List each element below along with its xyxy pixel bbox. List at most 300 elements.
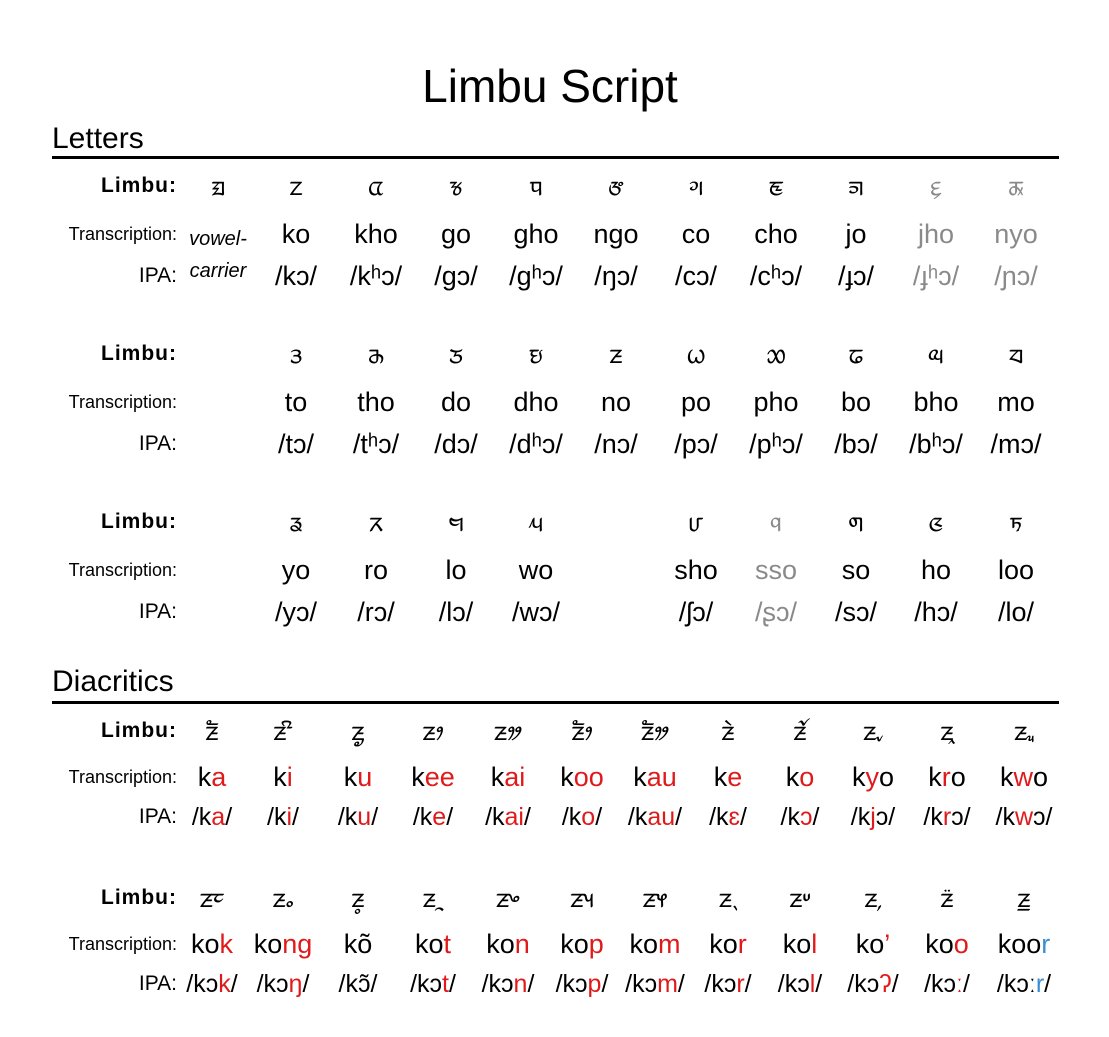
letter-glyph: ᤃ [449, 169, 463, 202]
transcription-part: ee [424, 762, 455, 792]
base-letter: ᤏ [789, 881, 811, 914]
base-letter: ᤏ [862, 714, 884, 747]
ipa-part: / [448, 970, 456, 998]
ipa-part: w [1014, 803, 1034, 831]
diacritic-transcription [468, 761, 548, 793]
letter-transcription: ho [920, 555, 952, 585]
diacritic-transcription [318, 928, 398, 960]
letter-transcription: jo [845, 219, 867, 249]
transcription-part: m [658, 929, 681, 959]
transcription-part: k [633, 762, 647, 792]
letter-glyph: ᤅ [608, 169, 624, 202]
letter-transcription: so [841, 555, 871, 585]
letter-glyph: ᤋ [289, 337, 303, 370]
diacritic-glyph [243, 880, 323, 916]
diacritic-ipa [907, 801, 987, 833]
ipa-part: p [587, 970, 602, 998]
letter-glyph: ᤜ [928, 505, 944, 538]
base-letter: ᤏ [422, 881, 444, 914]
letter-transcription: no [600, 387, 632, 417]
ipa-part: /k [337, 803, 358, 831]
diacritic-glyph [172, 713, 252, 749]
ipa-part: r [1035, 970, 1045, 998]
transcription-part: ko [629, 929, 659, 959]
base-letter: ᤏ [940, 714, 954, 747]
letter-ipa: /lo/ [997, 597, 1035, 627]
ipa-part: ɔ/ [875, 803, 896, 831]
letter-glyph: ᤂ [368, 169, 384, 202]
diacritic-glyph [542, 880, 622, 916]
letter-ipa: /ɲɔ/ [994, 261, 1038, 291]
letter-ipa: /dʰɔ/ [509, 429, 563, 459]
page-title: Limbu Script [422, 60, 678, 112]
letter-transcription: loo [997, 555, 1035, 585]
letter-ipa: /nɔ/ [594, 429, 638, 459]
letter-glyph: ᤙ [688, 505, 704, 538]
transcription-part: ko [414, 929, 444, 959]
base-letter: ᤏ [493, 714, 523, 747]
ipa-part: /kɔ̃/ [338, 970, 378, 998]
diacritic-transcription [172, 928, 252, 960]
diacritic-glyph [760, 880, 840, 916]
vowel-carrier-label: carrier [189, 260, 247, 282]
transcription-part: n [514, 929, 530, 959]
ipa-part: / [677, 970, 685, 998]
diacritic-transcription [393, 761, 473, 793]
diacritic-transcription [688, 761, 768, 793]
diacritic-glyph [318, 713, 398, 749]
diacritic-ipa [468, 801, 548, 833]
ipa-part: k [218, 970, 231, 998]
letter-ipa: /gʰɔ/ [509, 261, 563, 291]
row-label-limbu: Limbu: [101, 342, 177, 365]
ipa-part: ʔ [879, 970, 892, 998]
ipa-part: ɔ/ [951, 803, 971, 831]
transcription-part: ko [253, 929, 283, 959]
diacritic-ipa [833, 968, 913, 1000]
ipa-part: / [675, 803, 683, 831]
letter-ipa: /bɔ/ [834, 429, 878, 459]
diacritic-ipa [542, 968, 622, 1000]
diacritic-transcription [243, 761, 323, 793]
transcription-part: r [1041, 929, 1051, 959]
transcription-part: ko [709, 929, 738, 959]
ipa-part: /kɔ [555, 970, 588, 998]
diacritic-ipa [318, 801, 398, 833]
letter-transcription: nyo [994, 219, 1038, 249]
letter-transcription: lo [445, 555, 467, 585]
letter-glyph: ᤏ [609, 337, 623, 370]
diacritic-glyph [318, 880, 398, 916]
letter-glyph: ᤇ [768, 169, 784, 202]
ipa-part: / [601, 970, 609, 998]
letter-transcription: bo [840, 387, 872, 417]
diacritic-transcription [760, 928, 840, 960]
ipa-part: /kɔ [847, 970, 880, 998]
letter-transcription: jho [917, 219, 955, 249]
transcription-part: ko [560, 929, 589, 959]
ipa-part: /k [850, 803, 871, 831]
base-letter: ᤏ [864, 881, 882, 914]
letter-transcription: po [680, 387, 712, 417]
diacritic-ipa [318, 968, 398, 1000]
ipa-part: / [1044, 970, 1052, 998]
letter-ipa: /cʰɔ/ [749, 261, 803, 291]
base-letter: ᤏ [495, 881, 521, 914]
ipa-part: ɔ [800, 803, 813, 831]
base-letter: ᤏ [571, 714, 593, 747]
diacritic-transcription [833, 761, 913, 793]
transcription-part: ko [855, 929, 885, 959]
letter-transcription: ngo [593, 219, 639, 249]
diacritic-glyph [172, 880, 252, 916]
section-rule [52, 156, 1059, 159]
diacritic-glyph [468, 713, 548, 749]
letter-ipa: /tɔ/ [277, 429, 314, 459]
section-rule [52, 701, 1059, 704]
ipa-part: /k [267, 803, 287, 831]
diacritic-transcription [318, 761, 398, 793]
diacritic-ipa [688, 801, 768, 833]
transcription-part: k [713, 762, 728, 792]
ipa-part: n [513, 970, 528, 998]
ipa-part: / [815, 970, 823, 998]
diacritic-glyph [243, 713, 323, 749]
ipa-part: /k [709, 803, 729, 831]
diacritic-transcription [468, 928, 548, 960]
transcription-part: k [197, 762, 212, 792]
letter-ipa: /kɔ/ [274, 261, 317, 291]
transcription-part: oo [573, 762, 604, 792]
row-label-transcription: Transcription: [68, 767, 177, 787]
diacritic-glyph [615, 880, 695, 916]
base-letter: ᤏ [351, 881, 365, 914]
transcription-part: ’ [884, 929, 891, 959]
transcription-part: ai [504, 762, 526, 792]
transcription-part: k [490, 762, 505, 792]
ipa-part: a [211, 803, 226, 831]
ipa-part: / [371, 803, 379, 831]
transcription-part: k [785, 762, 800, 792]
diacritic-ipa [760, 968, 840, 1000]
letter-ipa: /hɔ/ [914, 597, 958, 627]
ipa-part: / [446, 803, 454, 831]
letter-glyph: ᤈ [848, 169, 864, 202]
ipa-part: / [739, 803, 747, 831]
diacritic-ipa [615, 801, 695, 833]
letter-glyph: ᤁ [289, 169, 303, 202]
diacritic-ipa [243, 968, 323, 1000]
letter-ipa: /bʰɔ/ [909, 429, 963, 459]
transcription-part: i [286, 762, 293, 792]
ipa-part: / [744, 970, 752, 998]
diacritic-glyph [468, 880, 548, 916]
letter-glyph: ᤎ [529, 337, 543, 370]
transcription-part: u [357, 762, 373, 792]
transcription-part: o [953, 929, 969, 959]
base-letter: ᤏ [205, 714, 219, 747]
transcription-part: koo [997, 929, 1042, 959]
letter-glyph: ᤆ [688, 169, 704, 202]
diacritic-ipa [542, 801, 622, 833]
transcription-part: ko [190, 929, 220, 959]
diacritic-ipa [984, 968, 1064, 1000]
ipa-part: /kɔ [625, 970, 658, 998]
ipa-part: /k [412, 803, 433, 831]
letter-ipa: /lɔ/ [438, 597, 474, 627]
letter-transcription: yo [281, 555, 311, 585]
diacritic-glyph [393, 713, 473, 749]
letter-ipa: /rɔ/ [357, 597, 395, 627]
base-letter: ᤏ [272, 881, 294, 914]
transcription-part: t [443, 929, 452, 959]
ipa-part: / [595, 803, 603, 831]
letter-ipa: /yɔ/ [274, 597, 317, 627]
letter-transcription: cho [754, 219, 798, 249]
transcription-part: k [411, 762, 425, 792]
letter-ipa: /ŋɔ/ [594, 261, 638, 291]
transcription-part: ko [486, 929, 515, 959]
transcription-part: kõ [343, 929, 373, 959]
vowel-carrier-label: vowel- [189, 228, 247, 250]
letter-transcription: mo [997, 387, 1035, 417]
diacritic-ipa [243, 801, 323, 833]
letter-transcription: do [440, 387, 472, 417]
letter-transcription: kho [354, 219, 398, 249]
section-title-diacritics: Diacritics [52, 665, 174, 698]
letter-transcription: gho [513, 219, 559, 249]
ipa-part: ɛ [728, 803, 740, 831]
transcription-part: ng [282, 929, 313, 959]
base-letter: ᤏ [273, 714, 293, 747]
diacritic-ipa [907, 968, 987, 1000]
letter-glyph: ᤝ [1009, 505, 1023, 538]
base-letter: ᤏ [1017, 881, 1031, 914]
diacritic-ipa [172, 968, 252, 1000]
diacritic-ipa [172, 801, 252, 833]
ipa-part: u [357, 803, 372, 831]
ipa-part: /k [627, 803, 648, 831]
transcription-part: p [588, 929, 604, 959]
ipa-part: ː [956, 970, 963, 998]
letter-glyph: ᤚ [770, 505, 782, 538]
diacritic-ipa [393, 968, 473, 1000]
transcription-part: e [727, 762, 743, 792]
letter-transcription: sso [754, 555, 798, 585]
letter-transcription: go [440, 219, 472, 249]
ipa-part: m [657, 970, 678, 998]
row-label-ipa: IPA: [138, 264, 177, 287]
ipa-part: /kɔ [704, 970, 737, 998]
letter-glyph: ᤐ [687, 337, 705, 370]
letter-ipa: /pʰɔ/ [749, 429, 803, 459]
ipa-part: /k [191, 803, 212, 831]
ipa-part: au [647, 803, 676, 831]
diacritic-ipa [984, 801, 1064, 833]
ipa-part: /kɔ [481, 970, 514, 998]
ipa-part: / [527, 970, 535, 998]
diacritic-ipa [688, 968, 768, 1000]
diacritic-transcription [615, 761, 695, 793]
transcription-part: r [737, 929, 747, 959]
diacritic-glyph [615, 713, 695, 749]
letter-glyph: ᤀ [210, 169, 226, 202]
letter-transcription: wo [518, 555, 554, 585]
letter-glyph: ᤛ [848, 505, 864, 538]
row-label-transcription: Transcription: [68, 224, 177, 244]
letter-ipa: /ʂɔ/ [754, 597, 797, 627]
letter-glyph: ᤉ [930, 169, 942, 202]
ipa-part: e [432, 803, 447, 831]
diacritic-ipa [760, 801, 840, 833]
ipa-part: /kɔː [996, 970, 1036, 998]
ipa-part: /kɔ [186, 970, 219, 998]
letter-ipa: /cɔ/ [674, 261, 717, 291]
letter-glyph: ᤍ [448, 337, 464, 370]
letter-transcription: bho [913, 387, 959, 417]
diacritic-ipa [468, 968, 548, 1000]
ipa-part: o [581, 803, 596, 831]
diacritic-glyph [984, 713, 1064, 749]
diacritic-transcription [542, 928, 622, 960]
letter-transcription: sho [674, 555, 718, 585]
ipa-part: r [736, 970, 745, 998]
diacritic-transcription [984, 928, 1064, 960]
letter-ipa: /ɟɔ/ [837, 261, 874, 291]
ipa-part: r [942, 803, 952, 831]
letter-glyph: ᤘ [529, 505, 543, 538]
base-letter: ᤏ [721, 714, 735, 747]
letter-ipa: /tʰɔ/ [352, 429, 400, 459]
transcription-part: k [999, 762, 1014, 792]
ipa-part: ŋ [288, 970, 303, 998]
row-label-transcription: Transcription: [68, 934, 177, 954]
ipa-part: /kɔ [777, 970, 810, 998]
section-title-letters: Letters [52, 122, 144, 155]
letter-transcription: to [284, 387, 308, 417]
transcription-part: o [1032, 762, 1049, 792]
diacritic-transcription [172, 761, 252, 793]
transcription-part: r [941, 762, 951, 792]
ipa-part: /k [561, 803, 582, 831]
ipa-part: t [442, 970, 449, 998]
ipa-part: / [225, 803, 233, 831]
base-letter: ᤏ [570, 881, 594, 914]
transcription-part: k [273, 762, 287, 792]
diacritic-transcription [907, 928, 987, 960]
transcription-part: w [1013, 762, 1033, 792]
ipa-part: /k [923, 803, 943, 831]
letter-ipa: /dɔ/ [434, 429, 478, 459]
letter-glyph: ᤗ [448, 505, 464, 538]
diacritic-transcription [393, 928, 473, 960]
diacritic-glyph [393, 880, 473, 916]
diacritic-glyph [760, 713, 840, 749]
base-letter: ᤏ [642, 881, 668, 914]
transcription-part: k [928, 762, 942, 792]
base-letter: ᤏ [199, 881, 225, 914]
diacritic-glyph [542, 713, 622, 749]
transcription-part: l [811, 929, 818, 959]
transcription-part: k [851, 762, 866, 792]
diacritic-transcription [615, 928, 695, 960]
letter-ipa: /ɟʰɔ/ [912, 261, 960, 291]
diacritic-transcription [833, 928, 913, 960]
row-label-limbu: Limbu: [101, 510, 177, 533]
diacritic-transcription [243, 928, 323, 960]
ipa-part: / [891, 970, 899, 998]
letter-transcription: co [681, 219, 711, 249]
row-label-transcription: Transcription: [68, 560, 177, 580]
diacritic-glyph [688, 880, 768, 916]
base-letter: ᤏ [351, 714, 365, 747]
base-letter: ᤏ [793, 714, 807, 747]
transcription-part: y [865, 762, 879, 792]
ipa-part: /kɔ [410, 970, 443, 998]
diacritic-glyph [688, 713, 768, 749]
letter-glyph: ᤄ [529, 169, 543, 202]
transcription-part: k [219, 929, 234, 959]
transcription-part: au [646, 762, 677, 792]
transcription-part: o [950, 762, 966, 792]
diacritic-transcription [688, 928, 768, 960]
diacritic-ipa [833, 801, 913, 833]
base-letter: ᤏ [940, 881, 954, 914]
letter-ipa: /sɔ/ [834, 597, 877, 627]
ipa-part: / [302, 970, 310, 998]
ipa-part: / [230, 970, 238, 998]
base-letter: ᤏ [1013, 714, 1035, 747]
letter-transcription: ko [281, 219, 311, 249]
letter-ipa: /kʰɔ/ [349, 261, 403, 291]
diacritic-transcription [542, 761, 622, 793]
row-label-limbu: Limbu: [101, 719, 177, 742]
letter-glyph: ᤔ [1008, 337, 1024, 370]
diacritic-glyph [907, 880, 987, 916]
letter-ipa: /wɔ/ [511, 597, 560, 627]
ipa-part: l [809, 970, 816, 998]
diacritic-glyph [833, 880, 913, 916]
base-letter: ᤏ [640, 714, 670, 747]
diacritic-glyph [833, 713, 913, 749]
ipa-part: ɔ/ [1033, 803, 1053, 831]
ipa-part: /k [485, 803, 505, 831]
ipa-part: / [812, 803, 820, 831]
letter-glyph: ᤒ [848, 337, 864, 370]
row-label-ipa: IPA: [138, 600, 177, 623]
transcription-part: a [211, 762, 227, 792]
diacritic-transcription [984, 761, 1064, 793]
transcription-part: k [343, 762, 358, 792]
letter-glyph: ᤊ [1008, 169, 1024, 202]
diacritic-glyph [907, 713, 987, 749]
transcription-part: o [878, 762, 895, 792]
ipa-part: / [523, 803, 531, 831]
transcription-part: ko [782, 929, 812, 959]
base-letter: ᤏ [422, 714, 444, 747]
ipa-part: /kɔ [256, 970, 289, 998]
row-label-limbu: Limbu: [101, 886, 177, 909]
letter-transcription: tho [357, 387, 395, 417]
ipa-part: i [286, 803, 293, 831]
ipa-part: j [870, 803, 876, 831]
letter-ipa: /ʃɔ/ [678, 597, 714, 627]
letter-ipa: /gɔ/ [434, 261, 478, 291]
ipa-part: / [292, 803, 299, 831]
letter-ipa: /mɔ/ [990, 429, 1042, 459]
diacritic-glyph [984, 880, 1064, 916]
row-label-ipa: IPA: [138, 972, 177, 995]
